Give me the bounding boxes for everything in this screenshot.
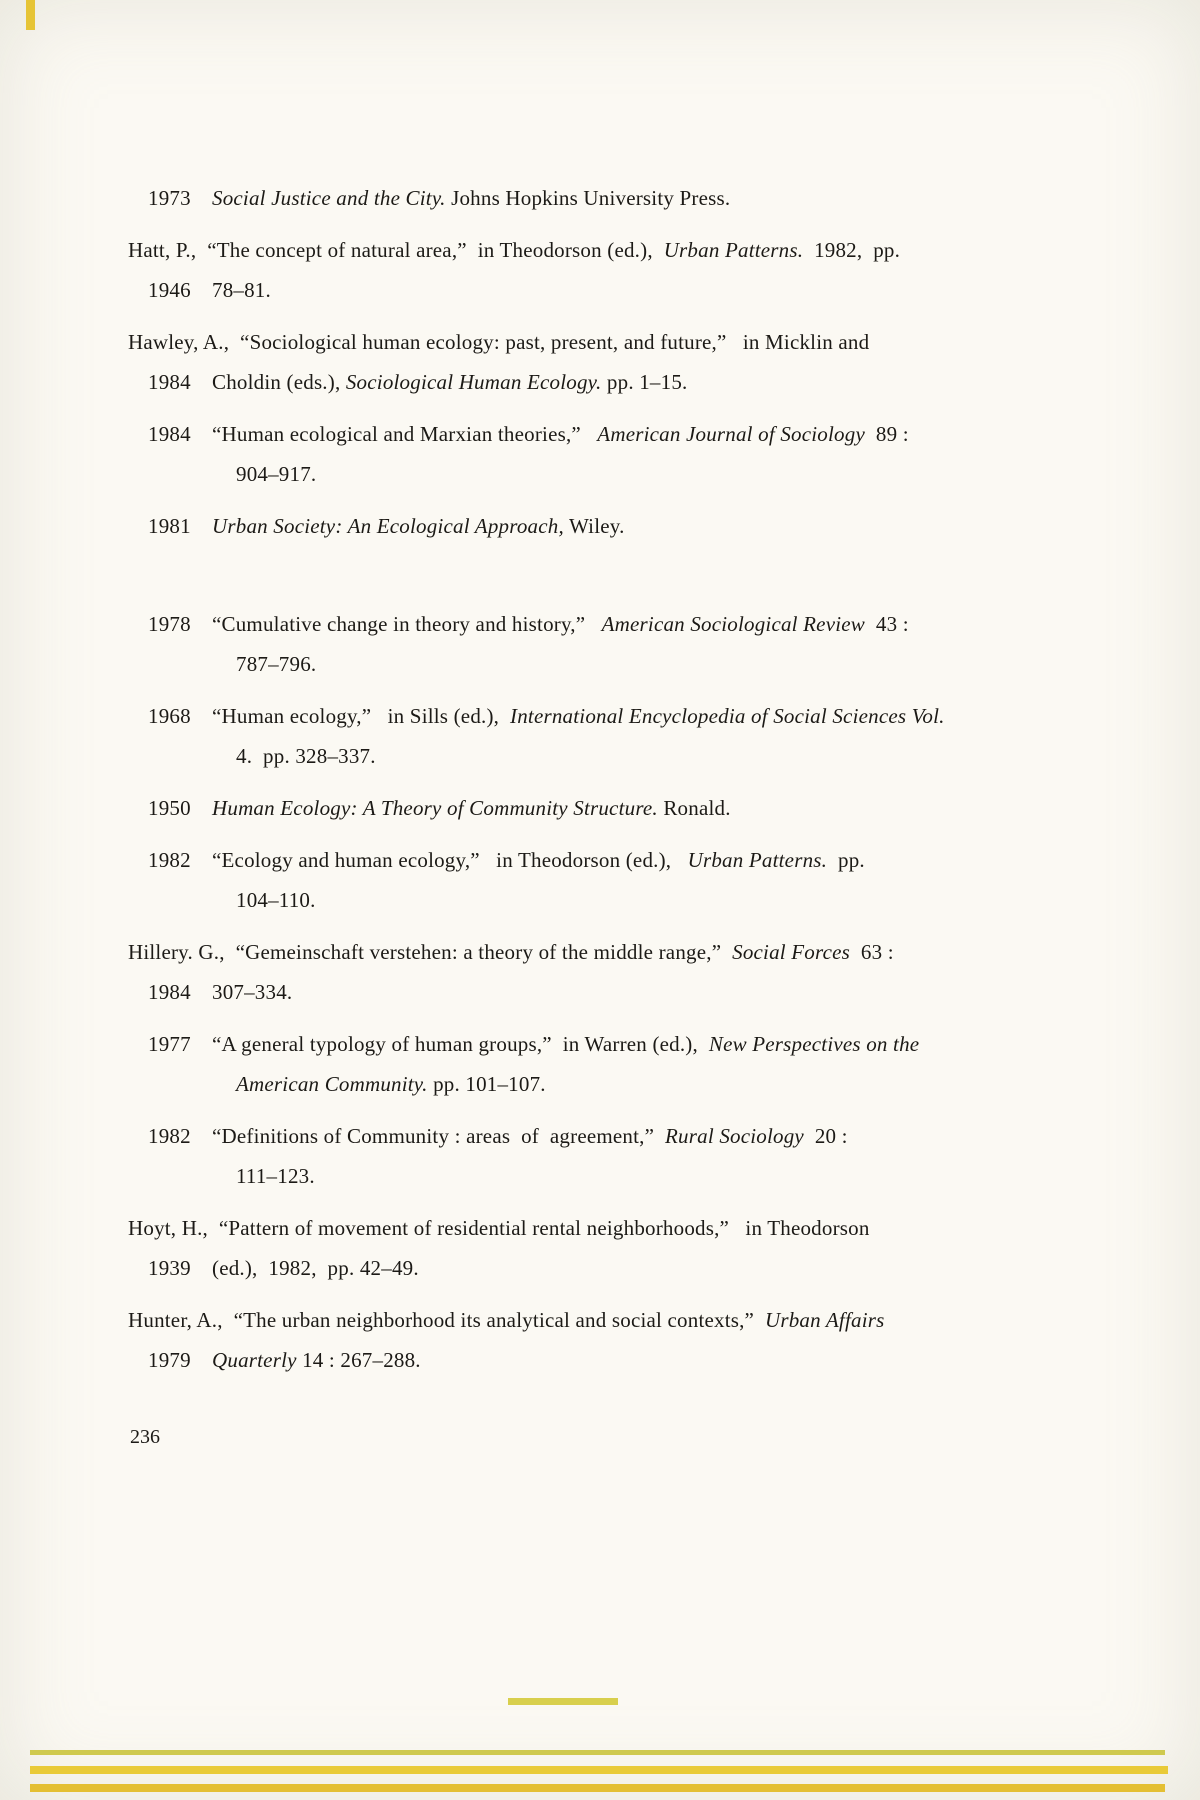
text-segment: “Human ecological and Marxian theories,” — [212, 422, 598, 446]
year-label: 1946 — [148, 278, 191, 302]
bib-line — [0, 736, 1200, 776]
text-segment: 1982, pp. — [803, 238, 901, 262]
text-segment: 4. pp. 328–337. — [236, 744, 376, 768]
bibliography — [0, 178, 1200, 1392]
title-italic: Rural Sociology — [665, 1124, 804, 1148]
text-segment: 904–917. — [236, 462, 317, 486]
bib-entry — [0, 1300, 1200, 1380]
bib-entry — [0, 788, 1200, 828]
bib-line — [0, 1156, 1200, 1196]
text-segment: Ronald. — [657, 796, 731, 820]
text-segment: Hawley, A., “Sociological human ecology: past, present, and future,” in Micklin and — [128, 330, 870, 354]
text-segment: “A general typology of human groups,” in Warren (ed.), — [212, 1032, 709, 1056]
bib-line — [0, 414, 1200, 454]
text-segment: pp. 1–15. — [601, 370, 688, 394]
text-segment: 787–796. — [236, 652, 317, 676]
text-segment: Hillery. G., “Gemeinschaft verstehen: a theory of the middle range,” — [128, 940, 733, 964]
year-label: 1968 — [148, 704, 191, 728]
text-segment: 78–81. — [212, 278, 271, 302]
bib-line — [0, 696, 1200, 736]
bib-line — [0, 322, 1200, 362]
text-segment: 20 : — [803, 1124, 848, 1148]
bib-line — [0, 506, 1200, 546]
bib-line — [0, 840, 1200, 880]
bib-entry — [0, 1116, 1200, 1196]
title-italic: Urban Affairs — [764, 1308, 885, 1332]
title-italic: Quarterly — [212, 1348, 297, 1372]
bib-line — [0, 644, 1200, 684]
bib-line — [0, 362, 1200, 402]
title-italic: Sociological Human Ecology. — [345, 370, 602, 394]
text-segment: “Cumulative change in theory and history,” — [212, 612, 602, 636]
text-segment: Wiley. — [563, 514, 625, 538]
text-segment: Hunter, A., “The urban neighborhood its analytical and social contexts,” — [128, 1308, 765, 1332]
bib-line — [0, 178, 1200, 218]
year-label: 1981 — [148, 514, 191, 538]
text-segment: (ed.), 1982, pp. 42–49. — [212, 1256, 419, 1280]
scan-artifact-line — [26, 0, 35, 30]
bib-entry — [0, 932, 1200, 1012]
text-segment: 63 : — [850, 940, 894, 964]
year-label: 1982 — [148, 1124, 191, 1148]
bib-entry — [0, 506, 1200, 546]
title-italic: New Perspectives on the — [708, 1032, 920, 1056]
bib-entry — [0, 696, 1200, 776]
bib-line — [0, 788, 1200, 828]
title-italic: American Community. — [236, 1072, 428, 1096]
year-label: 1984 — [148, 980, 191, 1004]
scan-artifact-line — [30, 1766, 1168, 1774]
title-italic: Urban Patterns. — [687, 848, 828, 872]
bib-line — [0, 270, 1200, 310]
bib-line — [0, 604, 1200, 644]
text-segment: Choldin (eds.), — [212, 370, 346, 394]
bib-line — [0, 932, 1200, 972]
bib-line — [0, 230, 1200, 270]
year-label: 1950 — [148, 796, 191, 820]
text-segment: 43 : — [864, 612, 909, 636]
year-label: 1979 — [148, 1348, 191, 1372]
bib-entry — [0, 604, 1200, 684]
year-label: 1982 — [148, 848, 191, 872]
text-segment: Hoyt, H., “Pattern of movement of residential rental neighborhoods,” in Theodorson — [128, 1216, 870, 1240]
scan-artifact-line — [30, 1784, 1165, 1792]
bib-entry — [0, 840, 1200, 920]
text-segment: “Definitions of Community : areas of agreement,” — [212, 1124, 666, 1148]
year-label: 1939 — [148, 1256, 191, 1280]
scan-artifact-line — [30, 1750, 1165, 1755]
bib-entry — [0, 178, 1200, 218]
bib-line — [0, 1340, 1200, 1380]
bib-entry — [0, 414, 1200, 494]
year-label: 1984 — [148, 370, 191, 394]
bib-line — [0, 1024, 1200, 1064]
text-segment: 111–123. — [236, 1164, 315, 1188]
text-segment: pp. — [827, 848, 865, 872]
text-segment: Hatt, P., “The concept of natural area,” in Theodorson (ed.), — [128, 238, 664, 262]
text-segment: 89 : — [864, 422, 909, 446]
title-italic: American Journal of Sociology — [597, 422, 865, 446]
bib-line — [0, 1248, 1200, 1288]
title-italic: International Encyclopedia of Social Sciences Vol. — [510, 704, 945, 728]
text-segment: 104–110. — [236, 888, 316, 912]
text-segment: Johns Hopkins University Press. — [445, 186, 731, 210]
title-italic: Urban Patterns. — [663, 238, 804, 262]
bib-entry — [0, 1024, 1200, 1104]
bib-line — [0, 972, 1200, 1012]
title-italic: Human Ecology: A Theory of Community Structure. — [212, 796, 658, 820]
year-label: 1977 — [148, 1032, 191, 1056]
title-italic: Social Justice and the City. — [212, 186, 446, 210]
title-italic: Social Forces — [732, 940, 850, 964]
bib-line — [0, 880, 1200, 920]
title-italic: Urban Society: An Ecological Approach, — [212, 514, 564, 538]
bib-entry — [0, 322, 1200, 402]
bib-line — [0, 1064, 1200, 1104]
bib-entry — [0, 230, 1200, 310]
bib-line — [0, 454, 1200, 494]
scan-artifact-line — [508, 1698, 618, 1705]
bib-line — [0, 1208, 1200, 1248]
bib-line — [0, 1300, 1200, 1340]
title-italic: American Sociological Review — [601, 612, 865, 636]
text-segment: 14 : 267–288. — [296, 1348, 421, 1372]
text-segment: “Human ecology,” in Sills (ed.), — [212, 704, 511, 728]
bib-line — [0, 1116, 1200, 1156]
bib-entry — [0, 1208, 1200, 1288]
text-segment: 307–334. — [212, 980, 293, 1004]
year-label: 1984 — [148, 422, 191, 446]
page-number: 236 — [130, 1426, 160, 1448]
year-label: 1973 — [148, 186, 191, 210]
text-segment: “Ecology and human ecology,” in Theodorson (ed.), — [212, 848, 688, 872]
year-label: 1978 — [148, 612, 191, 636]
text-segment: pp. 101–107. — [427, 1072, 546, 1096]
